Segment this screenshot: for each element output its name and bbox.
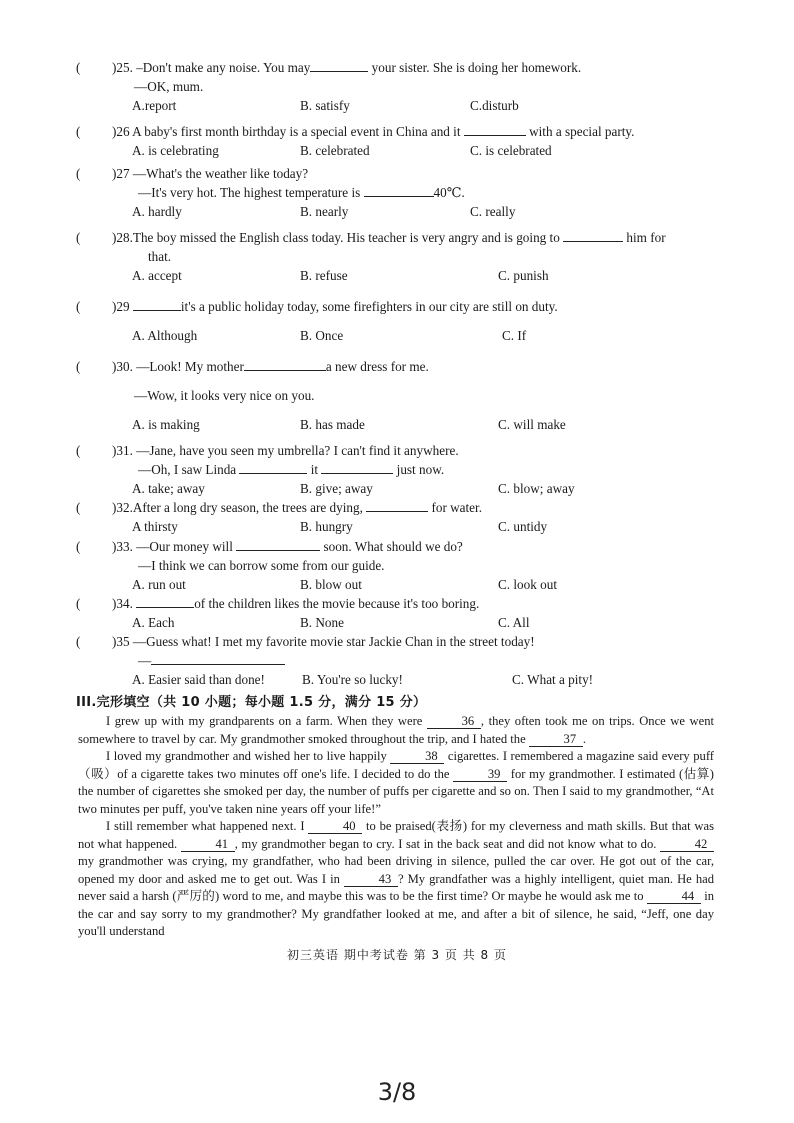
options bbox=[132, 415, 726, 434]
blank-39[interactable]: 39 bbox=[453, 768, 507, 782]
question-number: )25. bbox=[112, 60, 133, 75]
question-number: )33. bbox=[112, 539, 133, 554]
option-a[interactable]: A. is celebrating bbox=[132, 143, 219, 158]
answer-blank bbox=[321, 460, 393, 474]
answer-blank bbox=[464, 122, 526, 136]
paragraph-2: I loved my grandmother and wished her to live happily 38 cigarettes. I remembered a magazine said every puff（吸）of a cigarette takes two minutes off one's life. I decided to do the 39 for my grandmother. I estimated (估算) the number of cigarettes she smoked per day, the number of puffs per cigarette and so on. Then I said to my grandmother, “At two minutes per puff, you've taken nine years off your life!” bbox=[78, 749, 714, 816]
option-b[interactable]: B. has made bbox=[300, 417, 365, 432]
answer-blank bbox=[366, 498, 428, 512]
option-c[interactable]: C. will make bbox=[498, 417, 566, 432]
question-35: ( )35 —Guess what! I met my favorite movie star Jackie Chan in the street today! — A. Easier said than done! B. You're so lucky! C. What a pity! bbox=[76, 632, 726, 689]
option-a[interactable]: A. Easier said than done! bbox=[132, 672, 265, 687]
question-29: ( )29 it's a public holiday today, some firefighters in our city are still on duty. A. Although B. Once C. If bbox=[76, 297, 726, 345]
options bbox=[132, 479, 726, 498]
option-c[interactable]: C. All bbox=[498, 615, 530, 630]
blank-41[interactable]: 41 bbox=[181, 838, 235, 852]
answer-paren: ( bbox=[76, 166, 81, 181]
option-a[interactable]: A. accept bbox=[132, 268, 182, 283]
paragraph-3: I still remember what happened next. I 40 to be praised(表扬) for my cleverness and math skills. But that was not what happened. 41 , my grandmother began to cry. I sat in the back seat and did not know what to do. 42 my grandmother was crying, my grandfather, who had been driving in silence, pulled the car over. He got out of the car, opened my door and asked me to get out. Was I in 43 ? My grandfather was a highly intelligent, quiet man. He had never said a harsh (严厉的) word to me, and maybe this was to be the first time? Or maybe he would ask me to 44 in the car and say sorry to my grandmother? My grandfather looked at me, and after a bit of silence, he said, “Jeff, one day you'll understand bbox=[78, 819, 715, 938]
page-number: 3/8 bbox=[377, 1078, 417, 1106]
option-a[interactable]: A. hardly bbox=[132, 204, 182, 219]
question-number: )34. bbox=[112, 596, 133, 611]
answer-paren: ( bbox=[76, 596, 81, 611]
blank-43[interactable]: 43 bbox=[344, 873, 398, 887]
question-33: ( )33. —Our money will soon. What should we do? —I think we can borrow some from our guide. A. run out B. blow out C. look out bbox=[76, 537, 726, 594]
blank-36[interactable]: 36 bbox=[427, 715, 481, 729]
option-b[interactable]: B. satisfy bbox=[300, 98, 350, 113]
question-32: ( )32.After a long dry season, the trees are dying, for water. A thirsty B. hungry C. untidy bbox=[76, 498, 726, 536]
answer-paren: ( bbox=[76, 230, 81, 245]
question-26: ( )26 A baby's first month birthday is a special event in China and it with a special party. A. is celebrating B. celebrated C. is celebrated bbox=[76, 122, 726, 160]
question-31: ( )31. —Jane, have you seen my umbrella? I can't find it anywhere. —Oh, I saw Linda it just now. A. take; away B. give; away C. blow; away bbox=[76, 441, 726, 498]
option-a[interactable]: A. Each bbox=[132, 615, 175, 630]
option-b[interactable]: B. celebrated bbox=[300, 143, 370, 158]
option-a[interactable]: A. is making bbox=[132, 417, 200, 432]
options bbox=[132, 613, 726, 632]
question-27: ( )27 —What's the weather like today? —It's very hot. The highest temperature is 40℃. A. hardly B. nearly C. really bbox=[76, 164, 726, 221]
answer-blank bbox=[151, 651, 285, 665]
option-c[interactable]: C. really bbox=[470, 204, 516, 219]
question-number: )35 bbox=[112, 634, 130, 649]
answer-paren: ( bbox=[76, 359, 81, 374]
question-28: ( )28.The boy missed the English class today. His teacher is very angry and is going to him for that. A. accept B. refuse C. punish bbox=[76, 228, 726, 285]
option-a[interactable]: A. run out bbox=[132, 577, 186, 592]
options bbox=[132, 202, 726, 221]
question-number: )28. bbox=[112, 230, 133, 245]
option-c[interactable]: C. untidy bbox=[498, 519, 548, 534]
answer-paren: ( bbox=[76, 539, 81, 554]
option-b[interactable]: B. You're so lucky! bbox=[302, 672, 403, 687]
answer-blank bbox=[244, 357, 326, 371]
blank-42[interactable]: 42 bbox=[660, 838, 714, 852]
options bbox=[132, 141, 726, 160]
blank-44[interactable]: 44 bbox=[647, 890, 701, 904]
option-c[interactable]: C.disturb bbox=[470, 98, 519, 113]
answer-paren: ( bbox=[76, 124, 81, 139]
option-b[interactable]: B. blow out bbox=[300, 577, 362, 592]
answer-blank bbox=[364, 183, 434, 197]
option-a[interactable]: A.report bbox=[132, 98, 177, 113]
question-number: )30. bbox=[112, 359, 133, 374]
options bbox=[132, 326, 726, 345]
answer-paren: ( bbox=[76, 443, 81, 458]
option-a[interactable]: A. Although bbox=[132, 328, 198, 343]
question-number: )26 bbox=[112, 124, 130, 139]
option-a[interactable]: A thirsty bbox=[132, 519, 178, 534]
option-c[interactable]: C. blow; away bbox=[498, 481, 575, 496]
question-number: )27 bbox=[112, 166, 130, 181]
blank-37[interactable]: 37 bbox=[529, 733, 583, 747]
question-number: )29 bbox=[112, 299, 130, 314]
option-b[interactable]: B. hungry bbox=[300, 519, 353, 534]
answer-paren: ( bbox=[76, 500, 81, 515]
blank-40[interactable]: 40 bbox=[308, 820, 362, 834]
option-c[interactable]: C. punish bbox=[498, 268, 549, 283]
question-30: ( )30. —Look! My mother a new dress for me. —Wow, it looks very nice on you. A. is making B. has made C. will make bbox=[76, 357, 726, 434]
option-c[interactable]: C. If bbox=[502, 328, 527, 343]
option-b[interactable]: B. nearly bbox=[300, 204, 349, 219]
page-footer: 初三英语 期中考试卷 第 3 页 共 8 页 bbox=[287, 948, 507, 962]
option-c[interactable]: C. look out bbox=[498, 577, 557, 592]
options bbox=[132, 96, 726, 115]
answer-blank bbox=[563, 228, 623, 242]
options bbox=[132, 517, 726, 536]
answer-blank bbox=[136, 594, 194, 608]
options bbox=[132, 670, 726, 689]
question-number: )31. bbox=[112, 443, 133, 458]
options bbox=[132, 266, 726, 285]
section-title: III.完形填空（共 10 小题；每小题 1.5 分，满分 15 分） bbox=[76, 695, 427, 710]
option-c[interactable]: C. What a pity! bbox=[512, 672, 594, 687]
answer-blank bbox=[310, 58, 368, 72]
answer-blank bbox=[236, 537, 320, 551]
cloze-passage bbox=[78, 713, 714, 941]
blank-38[interactable]: 38 bbox=[390, 750, 444, 764]
answer-paren: ( bbox=[76, 60, 81, 75]
option-b[interactable]: B. None bbox=[300, 615, 344, 630]
option-b[interactable]: B. refuse bbox=[300, 268, 348, 283]
options bbox=[132, 575, 726, 594]
question-number: )32. bbox=[112, 500, 133, 515]
option-b[interactable]: B. Once bbox=[300, 328, 344, 343]
answer-paren: ( bbox=[76, 634, 81, 649]
question-34: ( )34. of the children likes the movie because it's too boring. A. Each B. None C. All bbox=[76, 594, 726, 632]
answer-blank bbox=[239, 460, 307, 474]
option-b[interactable]: B. give; away bbox=[300, 481, 373, 496]
answer-blank bbox=[133, 297, 181, 311]
option-c[interactable]: C. is celebrated bbox=[470, 143, 552, 158]
option-a[interactable]: A. take; away bbox=[132, 481, 205, 496]
answer-paren: ( bbox=[76, 299, 81, 314]
question-25: ( )25. –Don't make any noise. You may your sister. She is doing her homework. —OK, mum. A.report B. satisfy C.disturb bbox=[76, 58, 726, 115]
paragraph-1: I grew up with my grandparents on a farm. When they were 36 , they often took me on trips. Once we went somewhere to travel by car. My grandmother smoked throughout the trip, and I hated the 37 . bbox=[78, 714, 714, 746]
